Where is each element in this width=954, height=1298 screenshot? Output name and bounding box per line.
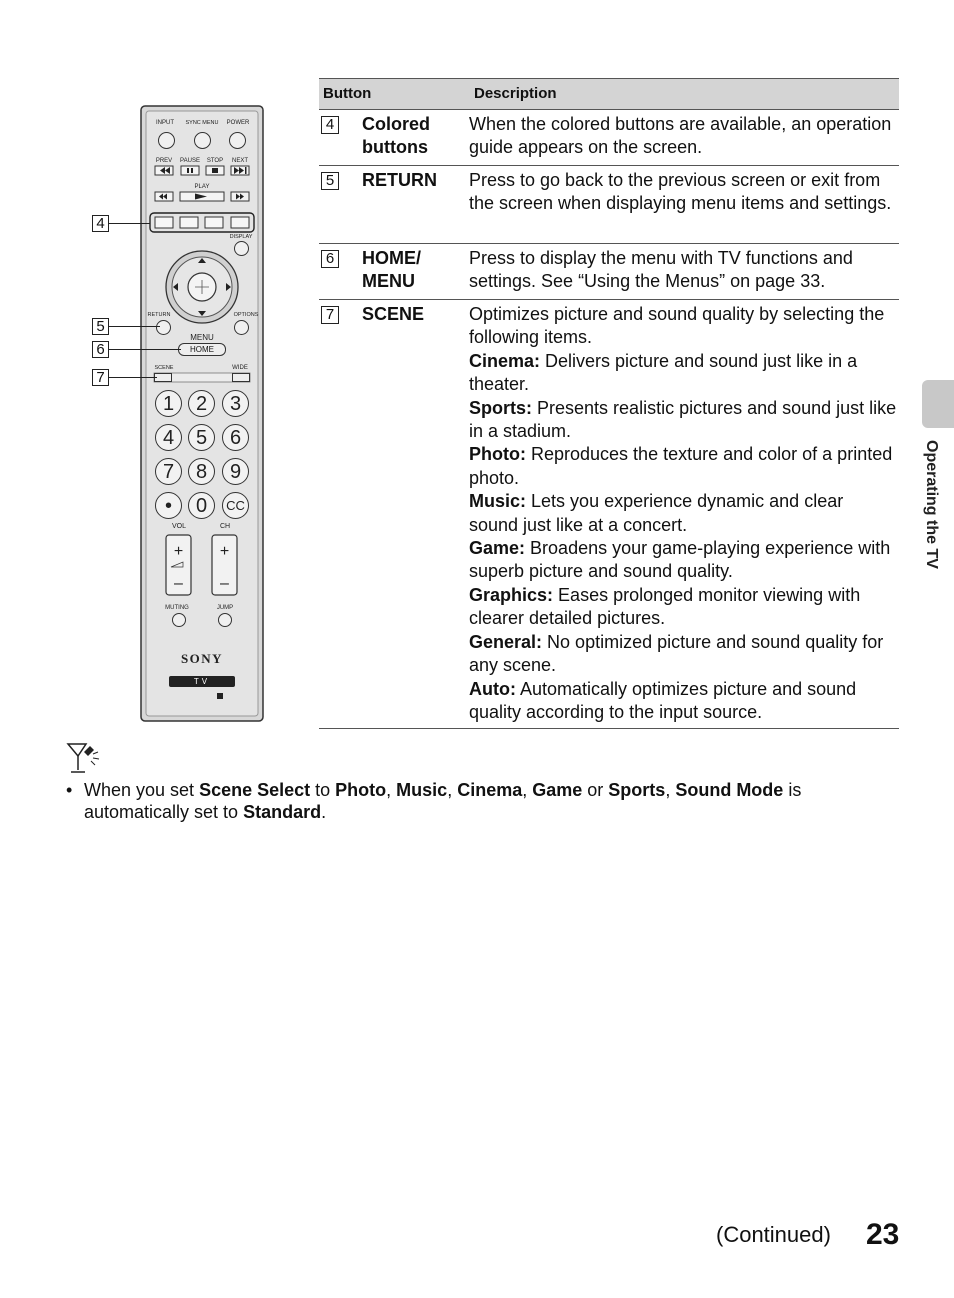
home-button[interactable] xyxy=(178,343,226,356)
remote-label-scene: SCENE xyxy=(154,365,174,371)
section-side-tab xyxy=(922,380,954,428)
table-header xyxy=(319,78,899,110)
scene-text-music: Lets you experience dynamic and clear sound just like at a concert. xyxy=(469,491,844,535)
remote-label-next: NEXT xyxy=(231,158,248,164)
scene-text-cinema: Delivers picture and sound just like in a theater. xyxy=(469,350,858,395)
scene-item-photo xyxy=(469,443,897,490)
row-number-6: 6 xyxy=(321,250,339,268)
note-text-part: is automatically set to xyxy=(84,780,802,822)
scene-term-graphics: Graphics: xyxy=(469,584,554,605)
remote-label-pause: PAUSE xyxy=(180,158,200,164)
scene-term-game: Game: xyxy=(469,538,526,559)
row-number-5: 5 xyxy=(321,172,339,190)
scene-item-auto xyxy=(469,678,897,725)
power-button[interactable] xyxy=(229,132,246,149)
muting-button[interactable] xyxy=(172,613,186,627)
callout-6: 6 xyxy=(92,341,109,358)
remote-label-input: INPUT xyxy=(156,120,174,126)
svg-text:–: – xyxy=(220,575,229,592)
note-bold-scene-select: Scene Select xyxy=(199,780,311,800)
number-button-4[interactable]: 4 xyxy=(155,424,182,451)
sync-menu-button[interactable] xyxy=(194,132,211,149)
scene-text-auto: Automatically optimizes picture and sound quality according to the input source. xyxy=(469,678,857,722)
scene-item-cinema xyxy=(469,350,897,397)
remote-label-home: HOME xyxy=(190,345,214,354)
note-bullet: • xyxy=(66,780,73,800)
section-side-label xyxy=(918,440,944,600)
remote-label-muting: MUTING xyxy=(165,605,189,611)
note-text-part: , xyxy=(522,780,533,800)
scene-text-graphics: Eases prolonged monitor viewing with clearer detailed pictures. xyxy=(469,584,861,629)
number-button-1[interactable]: 1 xyxy=(155,390,182,417)
cc-button[interactable]: CC xyxy=(222,492,249,519)
callout-line-5 xyxy=(109,326,160,327)
jump-button[interactable] xyxy=(218,613,232,627)
row-name-colored-buttons: Colored buttons xyxy=(362,114,431,157)
button-description-table xyxy=(319,78,899,729)
scene-item-general xyxy=(469,631,897,678)
remote-label-stop: STOP xyxy=(206,158,224,164)
note-text xyxy=(84,779,864,823)
scene-text-game: Broadens your game-playing experience with superb picture and sound quality. xyxy=(469,538,891,582)
row-name-return: RETURN xyxy=(362,170,437,190)
note-bold-sports: Sports xyxy=(608,780,666,800)
note-bold-photo: Photo xyxy=(335,780,387,800)
scene-term-sports: Sports: xyxy=(469,397,532,418)
remote-label-tv: TV xyxy=(193,677,211,686)
scene-text-photo: Reproduces the texture and color of a printed photo. xyxy=(469,444,893,488)
return-button[interactable] xyxy=(156,320,171,335)
svg-text:+: + xyxy=(173,543,184,560)
tip-lamp-icon xyxy=(64,742,104,776)
wide-button[interactable] xyxy=(232,373,250,382)
remote-label-menu: MENU xyxy=(190,333,214,342)
remote-label-return: RETURN xyxy=(147,312,171,318)
row-number-4: 4 xyxy=(321,116,339,134)
header-button: Button xyxy=(323,85,372,102)
svg-text:–: – xyxy=(174,575,183,592)
remote-label-vol: VOL xyxy=(171,523,186,530)
number-button-3[interactable]: 3 xyxy=(222,390,249,417)
dot-button[interactable]: • xyxy=(155,492,182,519)
callout-4: 4 xyxy=(92,215,109,232)
table-row xyxy=(319,300,899,729)
note-text-part: or xyxy=(582,780,609,800)
display-button[interactable] xyxy=(234,241,249,256)
header-description: Description xyxy=(474,85,557,102)
continued-label: (Continued) xyxy=(716,1222,831,1247)
callout-line-4 xyxy=(109,223,150,224)
remote-control-illustration xyxy=(140,105,264,722)
note-bold-sound-mode: Sound Mode xyxy=(675,780,784,800)
scene-term-auto: Auto: xyxy=(469,678,516,699)
remote-label-sync-menu: SYNC MENU xyxy=(185,120,219,126)
row-desc-colored-buttons: When the colored buttons are available, an operation guide appears on the screen. xyxy=(469,114,892,158)
scene-term-photo: Photo: xyxy=(469,444,526,465)
input-button[interactable] xyxy=(158,132,175,149)
scene-intro: Optimizes picture and sound quality by selecting the following items. xyxy=(469,304,885,348)
remote-label-ch: CH xyxy=(219,523,231,530)
note-bold-standard: Standard xyxy=(243,802,322,822)
row-desc-return: Press to go back to the previous screen or exit from the screen when displaying menu items and settings. xyxy=(469,170,892,214)
note-text-part: , xyxy=(665,780,676,800)
table-row xyxy=(319,244,899,300)
remote-label-prev: PREV xyxy=(155,158,173,164)
remote-label-display: DISPLAY xyxy=(229,234,253,240)
scene-item-game xyxy=(469,537,897,584)
table-row xyxy=(319,166,899,244)
scene-item-sports xyxy=(469,397,897,444)
page-number: 23 xyxy=(866,1218,900,1251)
remote-label-power: POWER xyxy=(226,120,250,126)
options-button[interactable] xyxy=(234,320,249,335)
scene-term-general: General: xyxy=(469,631,543,652)
callout-7: 7 xyxy=(92,369,109,386)
scene-term-cinema: Cinema: xyxy=(469,350,541,371)
number-button-6[interactable]: 6 xyxy=(222,424,249,451)
row-name-home-menu: HOME/ MENU xyxy=(362,248,422,291)
number-button-0[interactable]: 0 xyxy=(188,492,215,519)
callout-line-6 xyxy=(109,349,181,350)
callout-line-7 xyxy=(109,377,157,378)
note-text-part: . xyxy=(321,802,327,822)
sony-logo-mark: SONY xyxy=(180,651,224,666)
note-bold-game: Game xyxy=(532,780,583,800)
scene-term-music: Music: xyxy=(469,491,527,512)
remote-label-jump: JUMP xyxy=(216,605,234,611)
row-name-scene: SCENE xyxy=(362,304,425,324)
number-button-9[interactable]: 9 xyxy=(222,458,249,485)
callout-5: 5 xyxy=(92,318,109,335)
row-desc-home-menu: Press to display the menu with TV functions and settings. See “Using the Menus” on page 33. xyxy=(469,248,853,292)
note-text-part: , xyxy=(386,780,397,800)
side-label-text: Operating the TV xyxy=(923,440,940,569)
remote-label-options: OPTIONS xyxy=(233,312,259,318)
note-text-part: , xyxy=(447,780,458,800)
note-text-part: When you set xyxy=(84,780,200,800)
scene-text-sports: Presents realistic pictures and sound just like in a stadium. xyxy=(469,397,897,442)
number-button-2[interactable]: 2 xyxy=(188,390,215,417)
table-row xyxy=(319,110,899,166)
remote-label-wide: WIDE xyxy=(232,365,248,371)
svg-text:+: + xyxy=(219,543,230,560)
scene-item-graphics xyxy=(469,584,897,631)
row-number-7: 7 xyxy=(321,306,339,324)
note-bold-music: Music xyxy=(396,780,448,800)
remote-label-play: PLAY xyxy=(194,184,210,190)
row-desc-scene xyxy=(469,303,897,724)
number-button-5[interactable]: 5 xyxy=(188,424,215,451)
note-bold-cinema: Cinema xyxy=(457,780,523,800)
scene-item-music xyxy=(469,490,897,537)
number-button-7[interactable]: 7 xyxy=(155,458,182,485)
note-text-part: to xyxy=(310,780,336,800)
scene-text-general: No optimized picture and sound quality for any scene. xyxy=(469,631,884,676)
number-button-8[interactable]: 8 xyxy=(188,458,215,485)
